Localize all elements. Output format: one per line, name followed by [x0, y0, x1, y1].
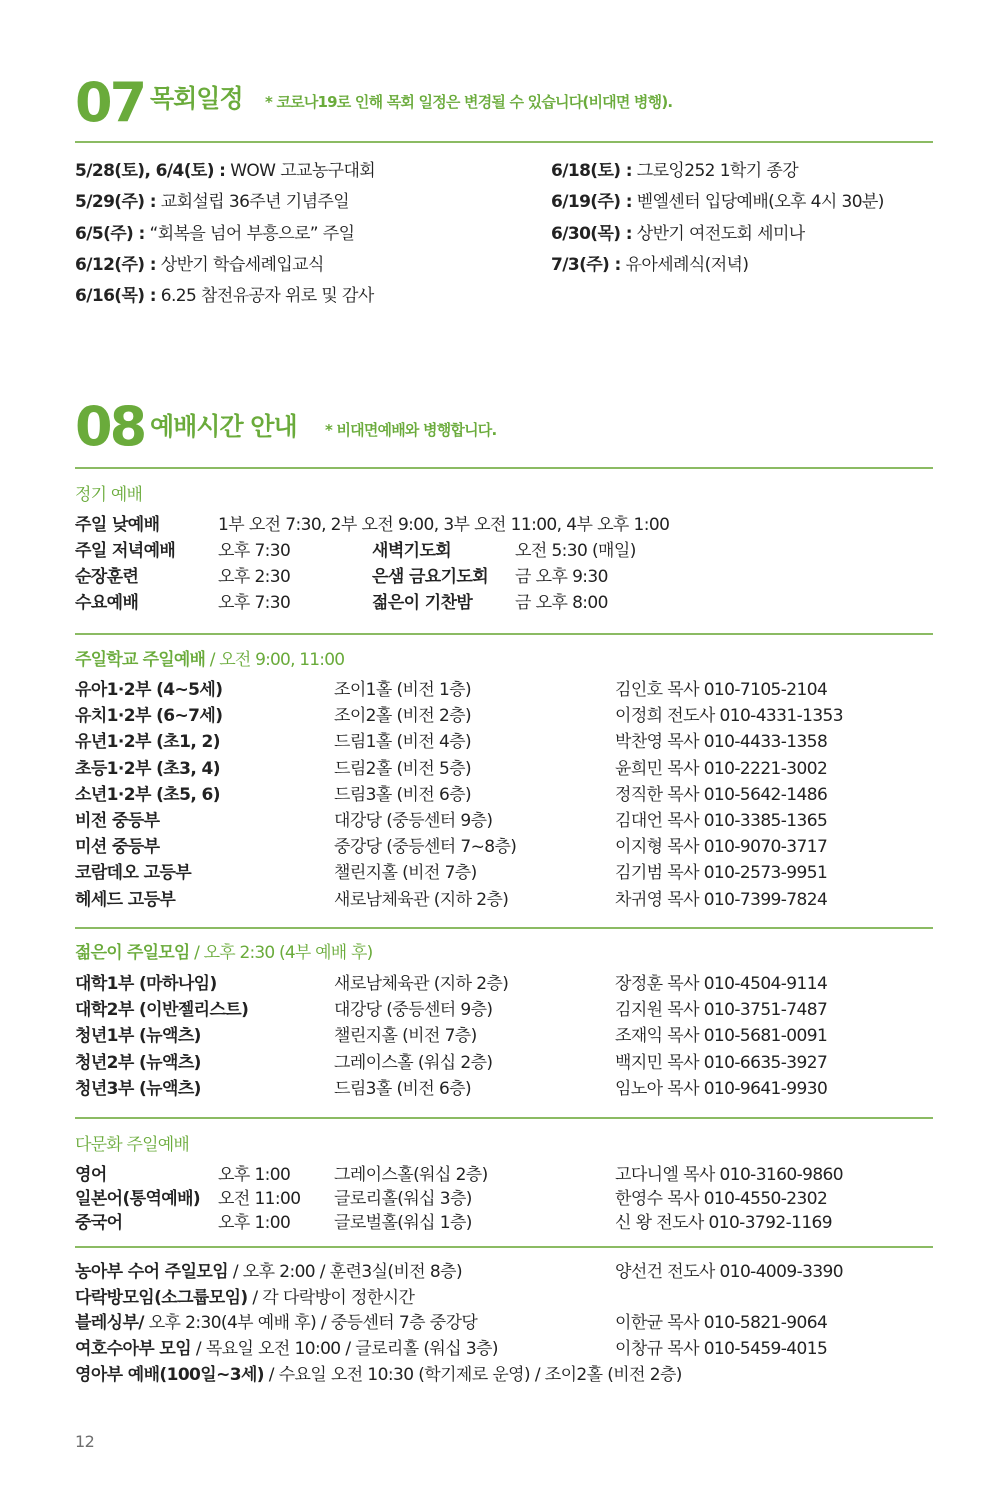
regular-divider — [75, 633, 933, 635]
pastor-contact: 신 왕 전도사 010-3792-1169 — [615, 1213, 832, 1233]
young-adults-label — [75, 938, 372, 963]
schedule-item — [551, 192, 884, 212]
pastor-contact: 차귀영 목사 010-7399-7824 — [615, 889, 828, 910]
pastor-contact: 장정훈 목사 010-4504-9114 — [615, 974, 828, 994]
worship-name: 은샘 금요기도회 — [372, 567, 489, 587]
schedule-item — [75, 161, 375, 181]
meeting-item — [75, 1365, 682, 1385]
sunday-school-label-bold: 주일학교 주일예배 — [75, 650, 206, 670]
worship-time: 오전 5:30 (매일) — [515, 541, 636, 561]
meeting-place: 드림2홀 (비전 5층) — [334, 758, 472, 779]
sunday-school-label — [75, 645, 344, 670]
pastor-contact: 이정희 전도사 010-4331-1353 — [615, 706, 843, 727]
meeting-place: 대강당 (중등센터 9층) — [334, 811, 493, 831]
schedule-date: 5/29(주) : — [75, 192, 156, 213]
meeting-place: 그레이스홀(워십 2층) — [334, 1165, 488, 1185]
schedule-item — [551, 255, 748, 275]
schedule-item — [75, 286, 374, 306]
multicultural-label: 다문화 주일예배 — [75, 1135, 189, 1155]
sunday-school-label-time: / 오전 9:00, 11:00 — [205, 650, 345, 670]
pastor-contact: 김대언 목사 010-3385-1365 — [615, 811, 828, 831]
section-08-divider — [75, 467, 933, 469]
department-name: 대학1부 (마하나임) — [75, 974, 217, 994]
regular-worship-label: 정기 예배 — [75, 485, 143, 505]
pastor-contact: 이지형 목사 010-9070-3717 — [615, 837, 828, 858]
page-number: 12 — [75, 1432, 95, 1451]
meeting-place: 드림1홀 (비전 4층) — [334, 732, 472, 753]
section-08-number: 08 — [75, 395, 145, 458]
schedule-event: 상반기 여전도회 세미나 — [631, 223, 805, 244]
schedule-event: WOW 고교농구대회 — [225, 161, 376, 181]
meeting-details: / 목요일 오전 10:00 / 글로리홀 (워십 3층) — [191, 1339, 498, 1359]
meeting-name: 블레싱부/ — [75, 1313, 144, 1333]
schedule-date: 6/12(주) : — [75, 254, 156, 275]
sunday-day-worship-times: 1부 오전 7:30, 2부 오전 9:00, 3부 오전 11:00, 4부 오후 1:00 — [218, 515, 670, 535]
meeting-place: 챌린지홀 (비전 7층) — [334, 863, 477, 884]
section-07-divider — [75, 141, 933, 143]
language-name: 영어 — [75, 1165, 107, 1185]
schedule-date: 7/3(주) : — [551, 254, 621, 275]
pastor-contact: 임노아 목사 010-9641-9930 — [615, 1078, 828, 1099]
meeting-name: 농아부 수어 주일모임 — [75, 1262, 229, 1282]
worship-time: 오전 11:00 — [218, 1189, 301, 1209]
department-name: 소년1·2부 (초5, 6) — [75, 784, 220, 805]
meeting-place: 조이2홀 (비전 2층) — [334, 706, 472, 727]
language-name: 중국어 — [75, 1213, 123, 1233]
pastor-contact: 박찬영 목사 010-4433-1358 — [615, 732, 828, 753]
meeting-item — [75, 1339, 498, 1359]
worship-name: 수요예배 — [75, 593, 139, 613]
department-name: 청년2부 (뉴액츠) — [75, 1052, 201, 1073]
meeting-place: 조이1홀 (비전 1층) — [334, 680, 472, 700]
pastor-contact: 고다니엘 목사 010-3160-9860 — [615, 1165, 843, 1185]
schedule-event: 유아세례식(저녁) — [620, 254, 749, 275]
sunday-school-divider — [75, 927, 933, 929]
worship-name: 젊은이 기찬밤 — [372, 593, 473, 613]
department-name: 청년3부 (뉴액츠) — [75, 1078, 201, 1099]
multicultural-divider — [75, 1246, 933, 1248]
worship-time: 오후 1:00 — [218, 1213, 291, 1233]
meeting-place: 드림3홀 (비전 6층) — [334, 784, 472, 805]
pastor-contact: 정직한 목사 010-5642-1486 — [615, 784, 828, 805]
meeting-place: 새로남체육관 (지하 2층) — [334, 974, 509, 994]
meeting-name: 영아부 예배(100일~3세) — [75, 1365, 264, 1385]
schedule-item — [551, 224, 805, 244]
worship-time: 오후 7:30 — [218, 541, 291, 561]
pastor-contact: 김지원 목사 010-3751-7487 — [615, 1000, 828, 1021]
meeting-item — [75, 1262, 462, 1282]
pastor-contact: 김기범 목사 010-2573-9951 — [615, 863, 828, 884]
pastor-contact: 이한균 목사 010-5821-9064 — [615, 1313, 828, 1333]
department-name: 청년1부 (뉴액츠) — [75, 1026, 201, 1047]
department-name: 대학2부 (이반젤리스트) — [75, 1000, 249, 1021]
schedule-date: 6/16(목) : — [75, 286, 156, 307]
young-adults-label-time: / 오후 2:30 (4부 예배 후) — [189, 943, 373, 963]
schedule-date: 6/5(주) : — [75, 223, 145, 244]
pastor-contact: 윤희민 목사 010-2221-3002 — [615, 758, 828, 779]
sunday-day-worship-name: 주일 낮예배 — [75, 515, 160, 535]
section-07-note: * 코로나19로 인해 목회 일정은 변경될 수 있습니다(비대면 병행). — [265, 93, 673, 111]
worship-time: 금 오후 8:00 — [515, 593, 608, 613]
schedule-event: 교회설립 36주년 기념주일 — [155, 192, 350, 213]
schedule-date: 6/30(목) : — [551, 223, 632, 244]
pastor-contact: 김인호 목사 010-7105-2104 — [615, 680, 828, 700]
worship-name: 순장훈련 — [75, 567, 139, 587]
meeting-details: 오후 2:30(4부 예배 후) / 중등센터 7층 중강당 — [143, 1313, 478, 1333]
schedule-event: 상반기 학습세례입교식 — [155, 254, 324, 275]
meeting-item — [75, 1313, 477, 1333]
language-name: 일본어(통역예배) — [75, 1189, 201, 1209]
schedule-event: “회복을 넘어 부흥으로” 주일 — [144, 223, 355, 244]
worship-name: 새벽기도회 — [372, 541, 452, 561]
meeting-place: 글로벌홀(워십 1층) — [334, 1213, 472, 1233]
schedule-event: 벧엘센터 입당예배(오후 4시 30분) — [631, 192, 884, 213]
young-adults-divider — [75, 1117, 933, 1119]
young-adults-label-bold: 젊은이 주일모임 — [75, 943, 190, 963]
meeting-place: 대강당 (중등센터 9층) — [334, 1000, 493, 1021]
pastor-contact: 조재익 목사 010-5681-0091 — [615, 1026, 828, 1047]
schedule-date: 6/19(주) : — [551, 192, 632, 213]
department-name: 비전 중등부 — [75, 811, 160, 831]
meeting-item — [75, 1288, 414, 1308]
schedule-item — [75, 255, 324, 275]
meeting-place: 글로리홀(워십 3층) — [334, 1189, 472, 1209]
meeting-place: 중강당 (중등센터 7~8층) — [334, 837, 517, 858]
meeting-details: / 각 다락방이 정한시간 — [247, 1288, 415, 1308]
schedule-item — [75, 192, 349, 212]
department-name: 헤세드 고등부 — [75, 889, 176, 910]
department-name: 유치1·2부 (6~7세) — [75, 706, 223, 727]
schedule-event: 그로잉252 1학기 종강 — [631, 161, 799, 181]
pastor-contact: 백지민 목사 010-6635-3927 — [615, 1052, 828, 1073]
department-name: 유년1·2부 (초1, 2) — [75, 732, 220, 753]
worship-time: 금 오후 9:30 — [515, 567, 608, 587]
schedule-date: 5/28(토), 6/4(토) : — [75, 161, 226, 181]
department-name: 초등1·2부 (초3, 4) — [75, 758, 220, 779]
schedule-item — [75, 224, 354, 244]
section-07-number: 07 — [75, 71, 145, 134]
department-name: 코람데오 고등부 — [75, 863, 192, 884]
meeting-place: 새로남체육관 (지하 2층) — [334, 889, 509, 910]
section-08-note: * 비대면예배와 병행합니다. — [325, 421, 497, 439]
meeting-name: 여호수아부 모임 — [75, 1339, 192, 1359]
meeting-details: / 오후 2:00 / 훈련3실(비전 8층) — [228, 1262, 462, 1282]
meeting-details: / 수요일 오전 10:30 (학기제로 운영) / 조이2홀 (비전 2층) — [263, 1365, 682, 1385]
meeting-place: 그레이스홀 (워십 2층) — [334, 1052, 493, 1073]
worship-time: 오후 7:30 — [218, 593, 291, 613]
department-name: 유아1·2부 (4~5세) — [75, 680, 223, 700]
section-08-title: 예배시간 안내 — [150, 412, 297, 441]
section-07-title: 목회일정 — [150, 84, 243, 113]
department-name: 미션 중등부 — [75, 837, 160, 858]
schedule-event: 6.25 참전유공자 위로 및 감사 — [155, 286, 374, 307]
worship-name: 주일 저녁예배 — [75, 541, 176, 561]
schedule-date: 6/18(토) : — [551, 161, 632, 181]
meeting-place: 드림3홀 (비전 6층) — [334, 1078, 472, 1099]
pastor-contact: 한영수 목사 010-4550-2302 — [615, 1189, 828, 1209]
pastor-contact: 이창규 목사 010-5459-4015 — [615, 1339, 828, 1359]
worship-time: 오후 2:30 — [218, 567, 291, 587]
pastor-contact: 양선건 전도사 010-4009-3390 — [615, 1262, 843, 1282]
worship-time: 오후 1:00 — [218, 1165, 291, 1185]
schedule-item — [551, 161, 798, 181]
meeting-name: 다락방모임(소그룹모임) — [75, 1288, 248, 1308]
meeting-place: 챌린지홀 (비전 7층) — [334, 1026, 477, 1047]
